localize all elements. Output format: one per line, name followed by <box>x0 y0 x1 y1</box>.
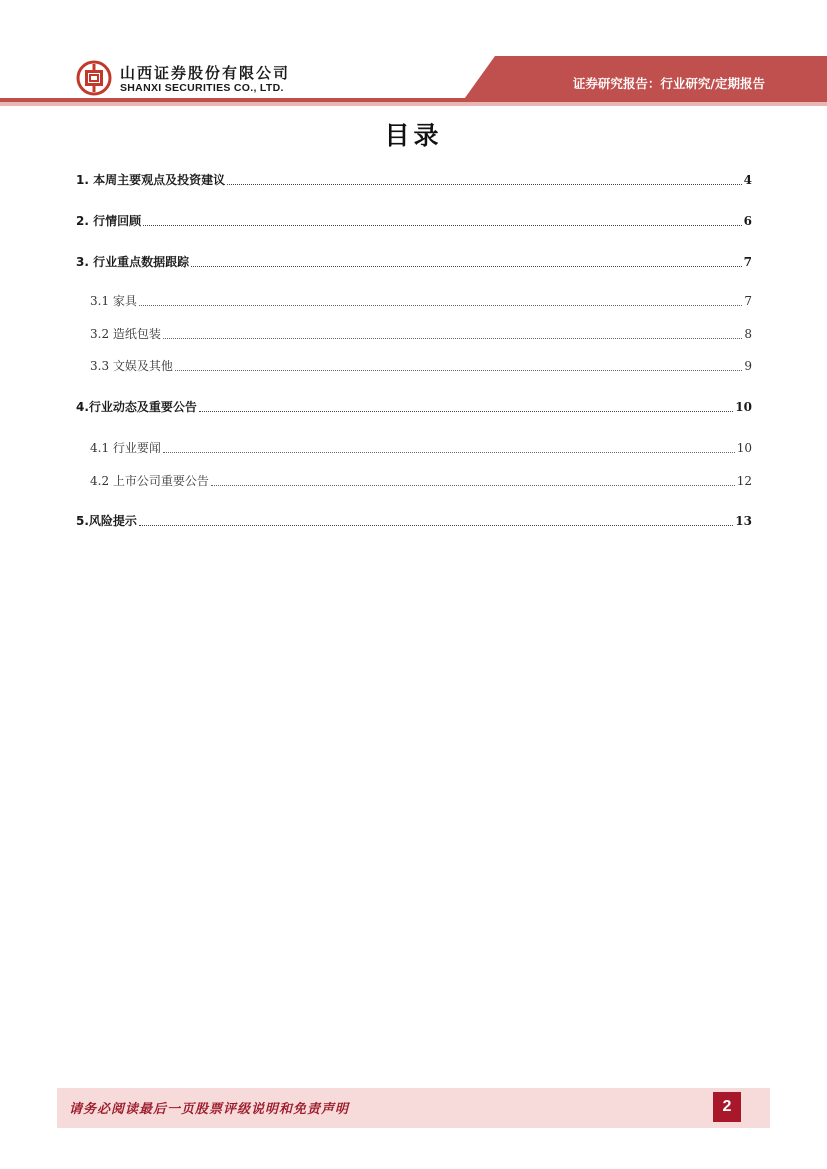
shanxi-securities-logo-icon <box>76 60 112 96</box>
toc-subentry[interactable] <box>90 325 752 343</box>
toc-entry-page: 7 <box>743 255 752 269</box>
toc-entry-page: 10 <box>736 441 752 455</box>
toc-entry[interactable] <box>76 212 752 230</box>
toc-leader-dots <box>191 266 742 267</box>
toc-entry-page: 6 <box>743 214 752 228</box>
toc-entry-label: 3.1 家具 <box>90 294 137 308</box>
toc-entry[interactable] <box>76 512 752 530</box>
toc-entry-page: 4 <box>743 173 752 187</box>
toc-entry-page: 9 <box>744 359 752 373</box>
brand-name-cn: 山西证券股份有限公司 <box>120 64 291 82</box>
toc-entry-label: 3. 行业重点数据跟踪 <box>76 255 190 269</box>
toc-entry[interactable] <box>76 398 752 416</box>
toc-leader-dots <box>227 184 742 185</box>
toc-entry[interactable] <box>76 253 752 271</box>
page-number-badge: 2 <box>713 1092 741 1122</box>
page-header <box>0 0 827 112</box>
toc-entry-label: 3.2 造纸包装 <box>90 327 161 341</box>
toc-entry-label: 2. 行情回顾 <box>76 214 142 228</box>
brand-name-en: SHANXI SECURITIES CO., LTD. <box>120 82 284 94</box>
toc-subentry[interactable] <box>90 472 752 490</box>
toc-subentry[interactable] <box>90 439 752 457</box>
toc-entry-label: 4.1 行业要闻 <box>90 441 161 455</box>
toc-entry-page: 10 <box>735 400 752 414</box>
toc-entry-page: 13 <box>735 514 752 528</box>
toc-leader-dots <box>199 411 733 412</box>
toc-leader-dots <box>211 485 735 486</box>
toc-entry-label: 5.风险提示 <box>76 514 137 528</box>
disclaimer-notice: 请务必阅读最后一页股票评级说明和免责声明 <box>69 1102 350 1117</box>
toc-entry-page: 8 <box>744 327 752 341</box>
toc-entry-label: 1. 本周主要观点及投资建议 <box>76 173 226 187</box>
report-type-label: 证券研究报告：行业研究/定期报告 <box>572 76 765 91</box>
toc-entry-page: 7 <box>744 294 752 308</box>
toc-title: 目录 <box>384 121 443 150</box>
toc-entry[interactable] <box>76 171 752 189</box>
toc-entry-page: 12 <box>736 474 752 488</box>
toc-entry-label: 4.行业动态及重要公告 <box>76 400 197 414</box>
toc-leader-dots <box>139 525 733 526</box>
toc-leader-dots <box>163 338 742 339</box>
toc-leader-dots <box>163 452 735 453</box>
toc-leader-dots <box>139 305 742 306</box>
toc-leader-dots <box>175 370 742 371</box>
toc-subentry[interactable] <box>90 292 752 310</box>
toc-entry-label: 4.2 上市公司重要公告 <box>90 474 209 488</box>
toc-entry-label: 3.3 文娱及其他 <box>90 359 173 373</box>
page-footer <box>57 1088 770 1128</box>
toc-leader-dots <box>143 225 742 226</box>
toc-subentry[interactable] <box>90 357 752 375</box>
